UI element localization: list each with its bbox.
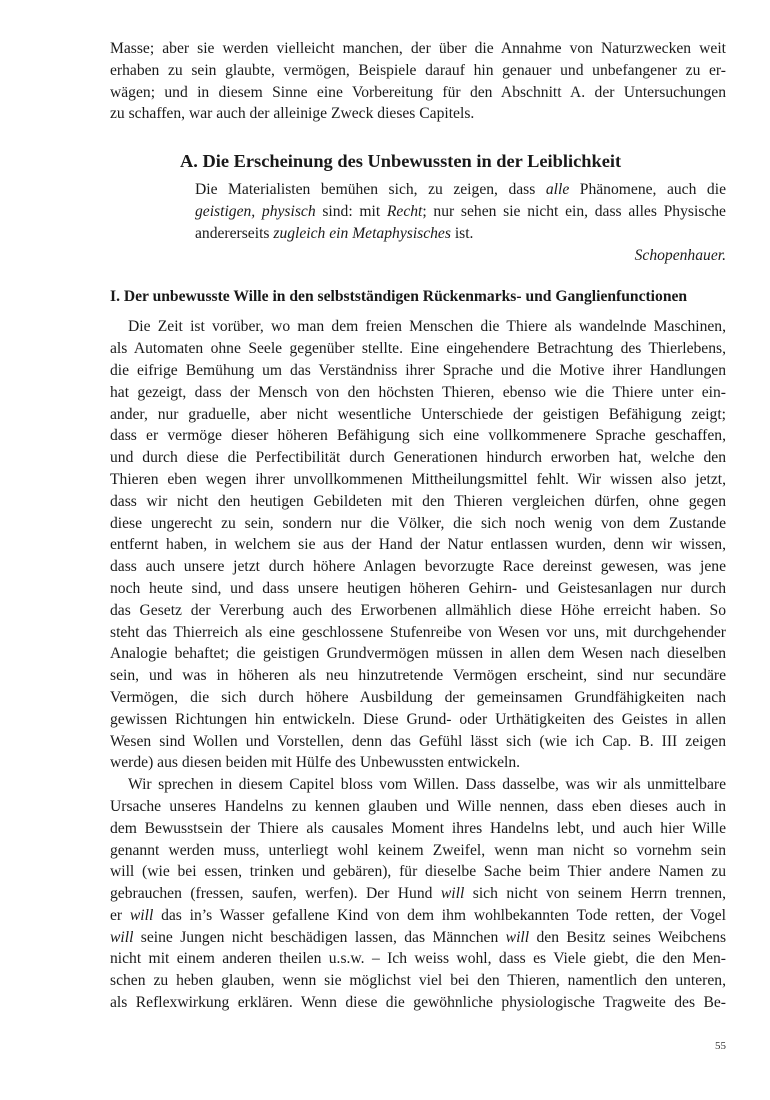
text-line: noch heute sind, und dass unsere heutigen höheren Gehirn- und Geistesanlagen nur durch	[110, 579, 726, 597]
text-line	[110, 905, 726, 927]
intro-paragraph	[110, 38, 726, 125]
text-run: andererseits	[195, 224, 274, 242]
text-line: Ursache unseres Handelns zu kennen glauben und Wille nennen, dass eben dieses auch in	[110, 797, 726, 815]
text-line: Wir sprechen in diesem Capitel bloss vom Willen. Dass dasselbe, was wir als unmittelbare	[128, 776, 726, 794]
text-run: gebrauchen (fressen, saufen, werfen). Der Hund	[110, 885, 441, 903]
text-line	[110, 927, 726, 949]
motto-line	[195, 223, 726, 245]
motto-line	[195, 179, 726, 201]
text-run: ; nur sehen sie nicht ein, dass alles Physische	[422, 202, 726, 220]
italic-run: will	[505, 928, 530, 946]
text-line	[110, 883, 726, 905]
text-line: genannt werden muss, unterliegt wohl keinem Zweifel, wenn man nicht so vornehm sein	[110, 841, 726, 859]
italic-run: alle	[545, 181, 570, 199]
text-line: dem Bewusstsein der Thiere als causales Moment ihres Handelns lebt, und auch hier Wille	[110, 819, 726, 837]
text-line: als Automaten ohne Seele gegenüber stellte. Eine eingehendere Betrachtung des Thierlebens,	[110, 340, 726, 358]
paragraph-2	[110, 774, 726, 1014]
text-run: sind: mit	[315, 202, 387, 220]
text-run: sich nicht von seinem Herrn trennen,	[464, 885, 726, 903]
text-line: die eifrige Bemühung um das Verständniss ihrer Sprache und die Motive ihrer Handlungen	[110, 361, 726, 379]
text-line: als Reflexwirkung erklären. Wenn diese die gewöhnliche physiologische Tragweite des Be-	[110, 994, 726, 1012]
text-line: steht das Thierreich als eine geschlossene Stufenreibe von Wesen vor uns, mit durchgehender	[110, 623, 726, 641]
italic-run: Recht	[386, 202, 423, 220]
text-line: hat gezeigt, dass der Mensch von den höchsten Thieren, ebenso wie die Thiere unter ein-	[110, 383, 726, 401]
subsection-heading: I. Der unbewusste Wille in den selbstständigen Rückenmarks- und Ganglienfunctionen	[110, 288, 688, 306]
text-line: Die Zeit ist vorüber, wo man dem freien Menschen die Thiere als wandelnde Maschinen,	[128, 318, 726, 336]
text-line: sein, und was in höheren als neu hinzutretende Vermögen erscheint, sind nur secundäre	[110, 667, 726, 685]
text-line: Vermögen, die sich durch höhere Ausbildung der gemeinsamen Grundfähigkeiten nach	[110, 688, 726, 706]
text-line: werde) aus diesen beiden mit Hülfe des Unbewussten entwickeln.	[110, 754, 521, 772]
text-run: den Besitz seines Weibchens	[529, 928, 727, 946]
text-line: wägen; und in diesem Sinne eine Vorbereitung für den Abschnitt A. der Untersuchungen	[110, 83, 726, 101]
text-line: nicht mit einem anderen theilen u.s.w. – Ich weiss wohl, dass es Viele giebt, die den Men-	[110, 950, 726, 968]
text-line: und durch diese die Perfectibilität durch Generationen hindurch erworben hat, welche den	[110, 449, 726, 467]
text-run: seine Jungen nicht beschädigen lassen, das Männchen	[133, 928, 506, 946]
italic-run: will	[129, 906, 154, 924]
italic-run: will	[440, 885, 465, 903]
italic-run: will	[110, 928, 134, 946]
text-run: das in’s Wasser gefallene Kind von dem ihm wohlbekannten Tode retten, der Vogel	[153, 906, 726, 924]
text-line: Thieren eben wegen ihrer unvollkommenen Mittheilungsmittel fehlt. Wir wissen also jetzt,	[110, 470, 726, 488]
text-run: Die Materialisten bemühen sich, zu zeigen, dass	[195, 181, 546, 199]
text-line: gewissen Richtungen hin entwickeln. Diese Grund- oder Urthätigkeiten des Geistes in allen	[110, 710, 726, 728]
text-line: Analogie behaftet; die geistigen Grundvermögen müssen in allen dem Wesen nach dieselben	[110, 645, 726, 663]
text-line: ander, nur graduelle, aber nicht wesentliche Unterschiede der geistigen Befähigung zeigt;	[110, 405, 726, 423]
text-line: entfernt haben, in welchem sie aus der Hand der Natur entlassen wurden, denn wir wissen,	[110, 536, 726, 554]
motto-line	[195, 201, 726, 223]
italic-run: zugleich ein Metaphysisches	[273, 224, 451, 242]
text-run: Phänomene, auch die	[569, 181, 726, 199]
text-run: er	[110, 906, 130, 924]
text-line: will (wie bei essen, trinken und gebären), für dieselbe Sache beim Thier andere Namen zu	[110, 863, 726, 881]
text-run: ist.	[450, 224, 474, 242]
text-line: dass wir nicht den heutigen Gebildeten mit den Thieren vergleichen dürfen, ohne gegen	[110, 492, 726, 510]
section-heading: A. Die Erscheinung des Unbewussten in der Leiblichkeit	[180, 151, 622, 172]
text-line: das Gesetz der Vererbung auch des Erworbenen allmählich diese Höhe erreicht haben. So	[110, 601, 726, 619]
text-line: dass auch unsere jetzt durch höhere Anlagen bevorzugte Race dereinst gewesen, was jene	[110, 558, 726, 576]
page-body	[110, 38, 726, 1014]
text-line: erhaben zu sein glaubte, vermögen, Beispiele darauf hin genauer und unbefangener zu er-	[110, 61, 726, 79]
text-line: schen zu heben glauben, wenn sie möglichst viel bei den Thieren, namentlich den unteren,	[110, 972, 726, 990]
motto-quote	[195, 179, 726, 266]
text-line: zu schaffen, war auch der alleinige Zweck dieses Capitels.	[110, 105, 475, 123]
text-line: Masse; aber sie werden vielleicht manchen, der über die Annahme von Naturzwecken weit	[110, 40, 726, 57]
motto-author: Schopenhauer.	[634, 246, 726, 264]
text-line: diese ungerecht zu sein, sondern nur die Völker, die sich noch wenig von dem Zustande	[110, 514, 726, 532]
text-line: Wesen sind Wollen und Vorstellen, denn das Gefühl lässt sich (wie ich Cap. B. III zeigen	[110, 732, 726, 750]
text-line: dass er vermöge dieser höheren Befähigung sich eine vollkommenere Sprache geschaffen,	[110, 427, 726, 445]
paragraph-1	[110, 316, 726, 774]
italic-run: geistigen, physisch	[195, 202, 316, 220]
page-number: 55	[715, 1040, 726, 1052]
